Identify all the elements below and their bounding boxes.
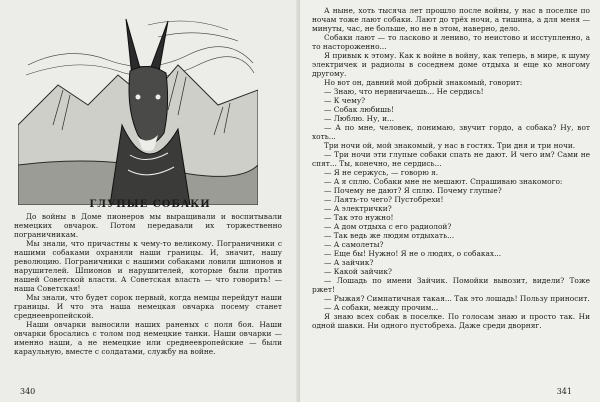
left-text-body [14, 212, 282, 356]
dialogue-line: — А я сплю. Собаки мне не мешают. Спрашиваю знакомого: [324, 177, 563, 186]
donkey-illustration [18, 5, 258, 205]
dialogue-line: — А электрички? [324, 204, 392, 213]
right-page [300, 0, 600, 402]
dialogue-line: — К чему? [324, 96, 366, 105]
dialogue-line: — Лаять-то чего? Пустобрехи! [324, 195, 444, 204]
dialogue-line: — Люблю. Ну, и... [324, 114, 395, 123]
dialogue-line: — Так ведь же людям отдыхать... [324, 231, 455, 240]
dialogue-line: — Так это нужно! [324, 213, 394, 222]
paragraph: Наши овчарки выносили наших раненых с поля боя. Наши овчарки бросались с толом под немецкие танки. Наши овчарки — именно наши, а не немецкие или среднеевропейские — были караульную, вместе с солдатами, службу на войне. [14, 320, 282, 356]
dialogue-line: — А по мне, человек, понимаю, звучит гордо, а собака? Ну, вот хоть... [312, 123, 590, 141]
paragraph: Три ночи ой, мой знакомый, у нас в гостях. Три дня и три ночи. [324, 141, 576, 150]
dialogue-line: — А дом отдыха с его радиолой? [324, 222, 452, 231]
paragraph: Мы знали, что причастны к чему-то великому. Пограничники с нашими собаками охраняли наши границы. И, значит, нашу революцию. Пограничники с нашими собаками ловили шпионов и нарушителей. Шпионов и нарушителей, которые были против нашей Советской власти. А Советская власть — что говорить! — наша Советская! [14, 239, 282, 293]
paragraph: До войны в Доме пионеров мы выращивали и воспитывали немецких овчарок. Потом передавали их торжественно пограничникам. [14, 212, 282, 239]
story-title: ГЛУПЫЕ СОБАКИ [89, 199, 211, 210]
dialogue-line: — Почему не дают? Я сплю. Почему глупые? [324, 186, 502, 195]
page-number-right: 341 [556, 387, 572, 396]
dialogue-line: — Еще бы! Нужно! Я не о людях, о собаках... [324, 249, 502, 258]
paragraph: Мы знали, что будет сорок первый, когда немцы перейдут наши границы. И что эта наша немецкая овчарка посему станет среднеевропейской. [14, 293, 282, 320]
right-text-body [312, 6, 590, 330]
page-number-left: 340 [20, 387, 36, 396]
dialogue-line: — А самолеты? [324, 240, 384, 249]
dialogue-line: — Собак любишь! [324, 105, 395, 114]
dialogue-line: — Какой зайчик? [324, 267, 392, 276]
dialogue-line: — А зайчик? [324, 258, 374, 267]
paragraph: Я привык к этому. Как к войне в войну, как теперь, в мире, к шуму электричек и радиолы в соседнем доме отдыха и еще ко многому другому. [312, 51, 590, 78]
dialogue-line: — А собаки, между прочим... [324, 303, 439, 312]
paragraph: Собаки лают — то ласково и лениво, то неистово и исступленно, а то настороженно... [312, 33, 590, 51]
dialogue-line: — Я не сержусь, — говорю я. [324, 168, 439, 177]
paragraph: Я знаю всех собак в поселке. По голосам знаю и просто так. Ни одной шавки. Ни одного пустобреха. Даже среди дворняг. [312, 312, 590, 330]
dialogue-line: — Рыжая? Симпатичная такая... Так это лошадь! Пользу приносит. [324, 294, 590, 303]
paragraph: Но вот он, давний мой добрый знакомый, говорит: [324, 78, 523, 87]
dialogue-line: — Знаю, что нервничаешь... Не сердись! [324, 87, 484, 96]
dialogue-line: — Лошадь по имени Зайчик. Помойки вывозит, видели? Тоже ржет! [312, 276, 590, 294]
paragraph: А ныне, хоть тысяча лет прошло после войны, у нас в поселке по ночам тоже лают собаки. Лают до трёх ночи, а тишина, а для меня — минуты, час, не больше, но не в этом, наверно, дело. [312, 6, 590, 33]
dialogue-line: — Три ночи эти глупые собаки спать не дают. И чего им? Сами не спят... Ты, конечно, не сердись... [312, 150, 590, 168]
